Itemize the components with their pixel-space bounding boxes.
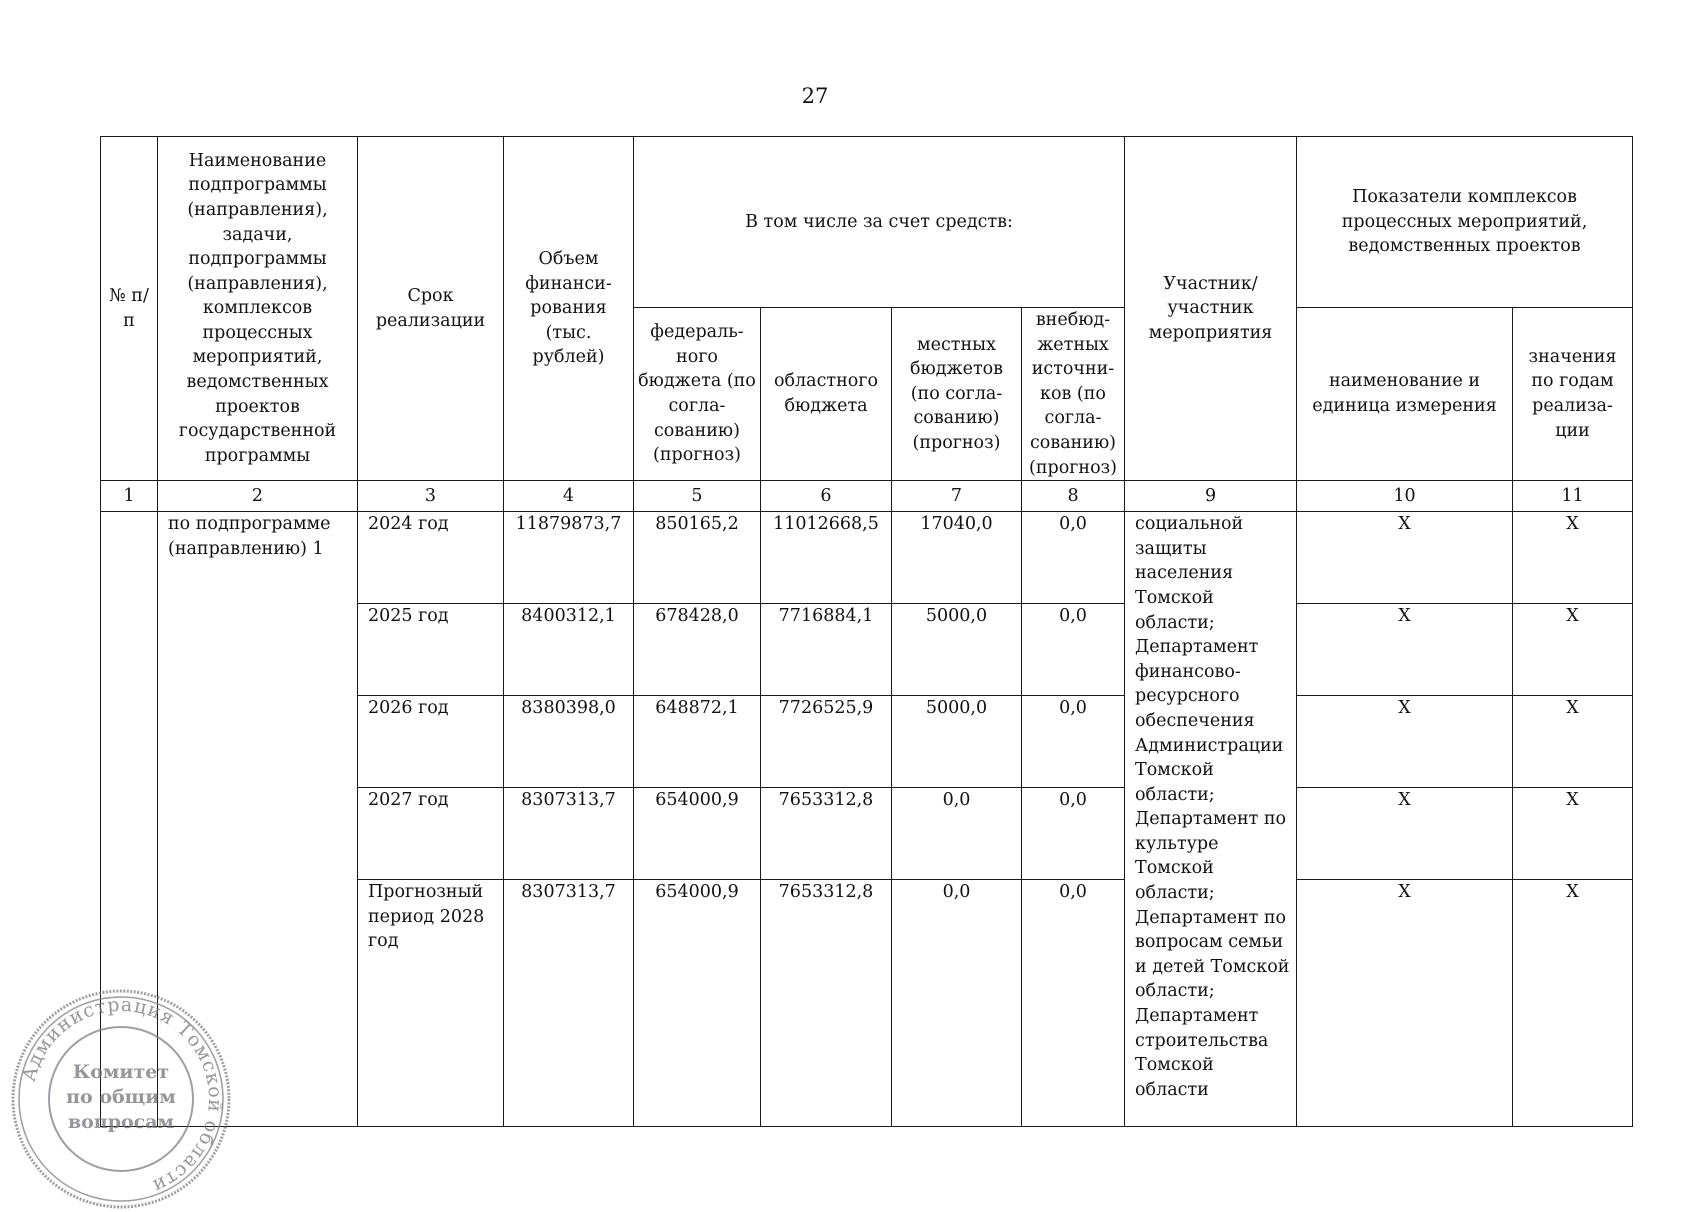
federal-cell: 850165,2 [634, 512, 761, 604]
stamp-center-line: вопросам [67, 1111, 175, 1133]
participant-cell: социальной защиты населения Томской области; Департамент финансово-ресурсного обеспечения Администрации Томской области; Департамент по культуре Томской области; Департамент по вопросам семьи и детей Томской области; Департамент строительства Томской области [1125, 512, 1297, 1127]
regional-cell: 7653312,8 [761, 880, 892, 1127]
official-stamp [8, 986, 234, 1212]
column-number: 8 [1022, 481, 1125, 512]
regional-cell: 11012668,5 [761, 512, 892, 604]
indicator-values-cell: X [1513, 880, 1633, 1127]
header-federal: федераль-ного бюджета (по согла-сованию) (прогноз) [634, 308, 761, 481]
column-number: 2 [158, 481, 358, 512]
column-number: 9 [1125, 481, 1297, 512]
local-cell: 5000,0 [892, 604, 1022, 696]
federal-cell: 654000,9 [634, 788, 761, 880]
header-name: Наименование подпрограммы (направления), задачи, подпрограммы (направления), комплексов процессных мероприятий, ведомственных проектов государственной программы [158, 137, 358, 481]
local-cell: 0,0 [892, 788, 1022, 880]
header-volume: Объем финанси-рования (тыс. рублей) [504, 137, 634, 481]
header-funds-group: В том числе за счет средств: [634, 137, 1125, 308]
indicator-name-cell: X [1297, 604, 1513, 696]
column-number: 5 [634, 481, 761, 512]
extra-cell: 0,0 [1022, 880, 1125, 1127]
indicator-values-cell: X [1513, 604, 1633, 696]
table-body [101, 512, 1633, 1127]
regional-cell: 7653312,8 [761, 788, 892, 880]
header-indicators-group: Показатели комплексов процессных мероприятий, ведомственных проектов [1297, 137, 1633, 308]
federal-cell: 648872,1 [634, 696, 761, 788]
table-header [101, 137, 1633, 512]
term-cell: 2024 год [358, 512, 504, 604]
table-row [101, 512, 1633, 604]
extra-cell: 0,0 [1022, 696, 1125, 788]
column-number: 3 [358, 481, 504, 512]
header-regional: областного бюджета [761, 308, 892, 481]
volume-cell: 8400312,1 [504, 604, 634, 696]
indicator-name-cell: X [1297, 880, 1513, 1127]
term-cell: 2027 год [358, 788, 504, 880]
column-number: 6 [761, 481, 892, 512]
extra-cell: 0,0 [1022, 788, 1125, 880]
column-number: 1 [101, 481, 158, 512]
extra-cell: 0,0 [1022, 512, 1125, 604]
header-participant: Участник/ участник мероприятия [1125, 137, 1297, 481]
page-number: 27 [801, 84, 829, 108]
stamp-ring-text: Администрация Томской области [17, 993, 227, 1198]
local-cell: 0,0 [892, 880, 1022, 1127]
column-number-row [101, 481, 1633, 512]
term-cell: Прогнозный период 2028 год [358, 880, 504, 1127]
section-label: по подпрограмме (направлению) 1 [158, 512, 358, 1127]
regional-cell: 7716884,1 [761, 604, 892, 696]
indicator-values-cell: X [1513, 512, 1633, 604]
column-number: 10 [1297, 481, 1513, 512]
volume-cell: 8307313,7 [504, 788, 634, 880]
indicator-name-cell: X [1297, 696, 1513, 788]
indicator-name-cell: X [1297, 512, 1513, 604]
indicator-values-cell: X [1513, 788, 1633, 880]
extra-cell: 0,0 [1022, 604, 1125, 696]
column-number: 4 [504, 481, 634, 512]
column-number: 11 [1513, 481, 1633, 512]
column-number: 7 [892, 481, 1022, 512]
term-cell: 2026 год [358, 696, 504, 788]
stamp-center-line: Комитет [72, 1061, 170, 1083]
header-ind-values: значения по годам реализа-ции [1513, 308, 1633, 481]
local-cell: 5000,0 [892, 696, 1022, 788]
header-term: Срок реализации [358, 137, 504, 481]
volume-cell: 8380398,0 [504, 696, 634, 788]
volume-cell: 11879873,7 [504, 512, 634, 604]
regional-cell: 7726525,9 [761, 696, 892, 788]
term-cell: 2025 год [358, 604, 504, 696]
local-cell: 17040,0 [892, 512, 1022, 604]
header-extra: внебюд-жетных источни-ков (по согла-сованию) (прогноз) [1022, 308, 1125, 481]
stamp-center-line: по общим [66, 1086, 176, 1108]
volume-cell: 8307313,7 [504, 880, 634, 1127]
indicator-values-cell: X [1513, 696, 1633, 788]
federal-cell: 678428,0 [634, 604, 761, 696]
indicator-name-cell: X [1297, 788, 1513, 880]
header-num: № п/п [101, 137, 158, 481]
financing-table [100, 136, 1633, 1127]
header-ind-name: наименование и единица измерения [1297, 308, 1513, 481]
header-local: местных бюджетов (по согла-сованию) (прогноз) [892, 308, 1022, 481]
federal-cell: 654000,9 [634, 880, 761, 1127]
